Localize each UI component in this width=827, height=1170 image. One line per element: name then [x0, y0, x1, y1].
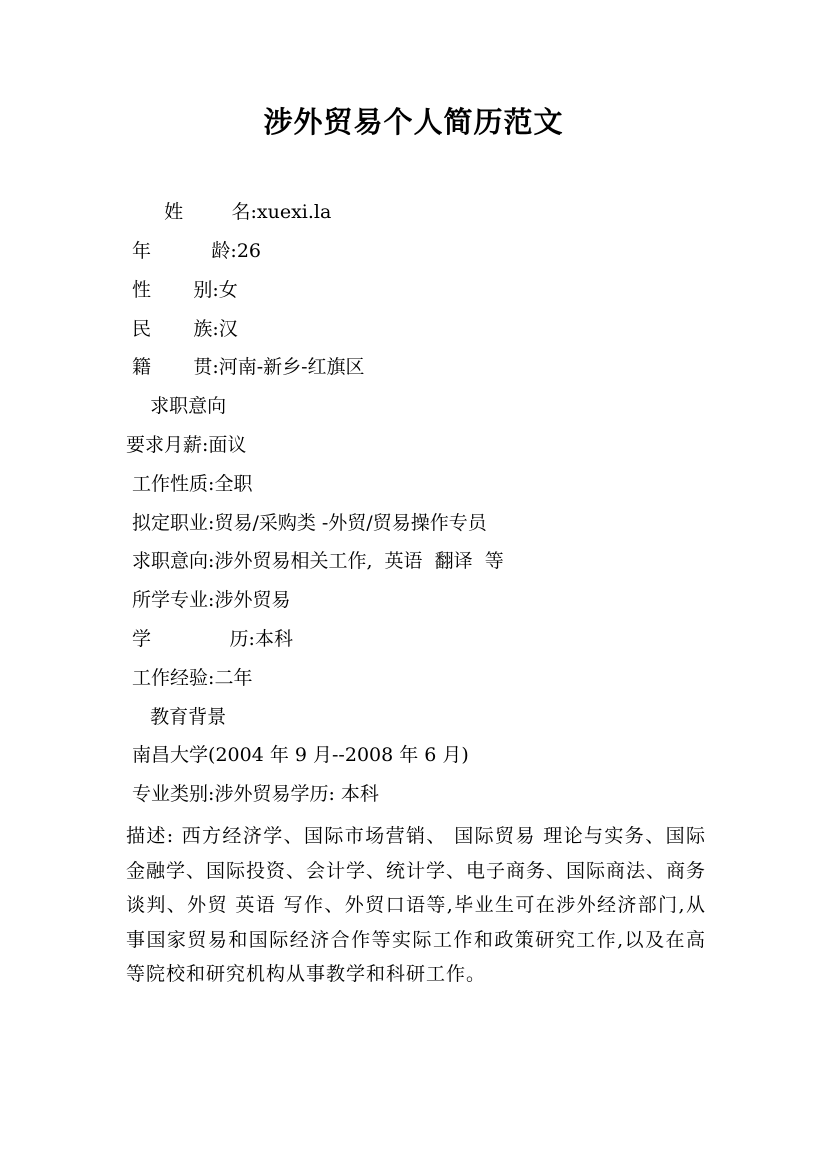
degree-line: 学 历:本科	[126, 628, 293, 650]
major-line: 所学专业:涉外贸易	[126, 589, 291, 611]
target-occupation-line: 拟定职业:贸易/采购类 -外贸/贸易操作专员	[126, 512, 487, 534]
gender-line: 性 别:女	[126, 279, 238, 301]
school-line: 南昌大学(2004 年 9 月--2008 年 6 月)	[126, 744, 469, 766]
ethnicity-line: 民 族:汉	[126, 318, 238, 340]
salary-line: 要求月薪:面议	[126, 434, 247, 456]
experience-line: 工作经验:二年	[126, 667, 253, 689]
section-heading-education: 教育背景	[126, 706, 227, 728]
description-paragraph: 描述: 西方经济学、国际市场营销、 国际贸易 理论与实务、国际金融学、国际投资、会计学、统计学、电子商务、国际商法、商务谈判、外贸 英语 写作、外贸口语等,毕业生可在涉外经济部门,从事国家贸易和国际经济合作等实际工作和政策研究工作,以及在高等院校和研究机构从事教学和科研工作。	[126, 825, 707, 985]
document-title: 涉外贸易个人简历范文	[263, 105, 564, 139]
age-line: 年 龄:26	[126, 240, 262, 262]
job-intention-line: 求职意向:涉外贸易相关工作, 英语 翻译 等	[126, 550, 504, 572]
name-line: 姓 名:xuexi.la	[140, 201, 332, 223]
job-type-line: 工作性质:全职	[126, 473, 253, 495]
specialty-line: 专业类别:涉外贸易学历: 本科	[126, 783, 379, 805]
hometown-line: 籍 贯:河南-新乡-红旗区	[126, 356, 365, 378]
section-heading-job-intention: 求职意向	[126, 395, 227, 417]
